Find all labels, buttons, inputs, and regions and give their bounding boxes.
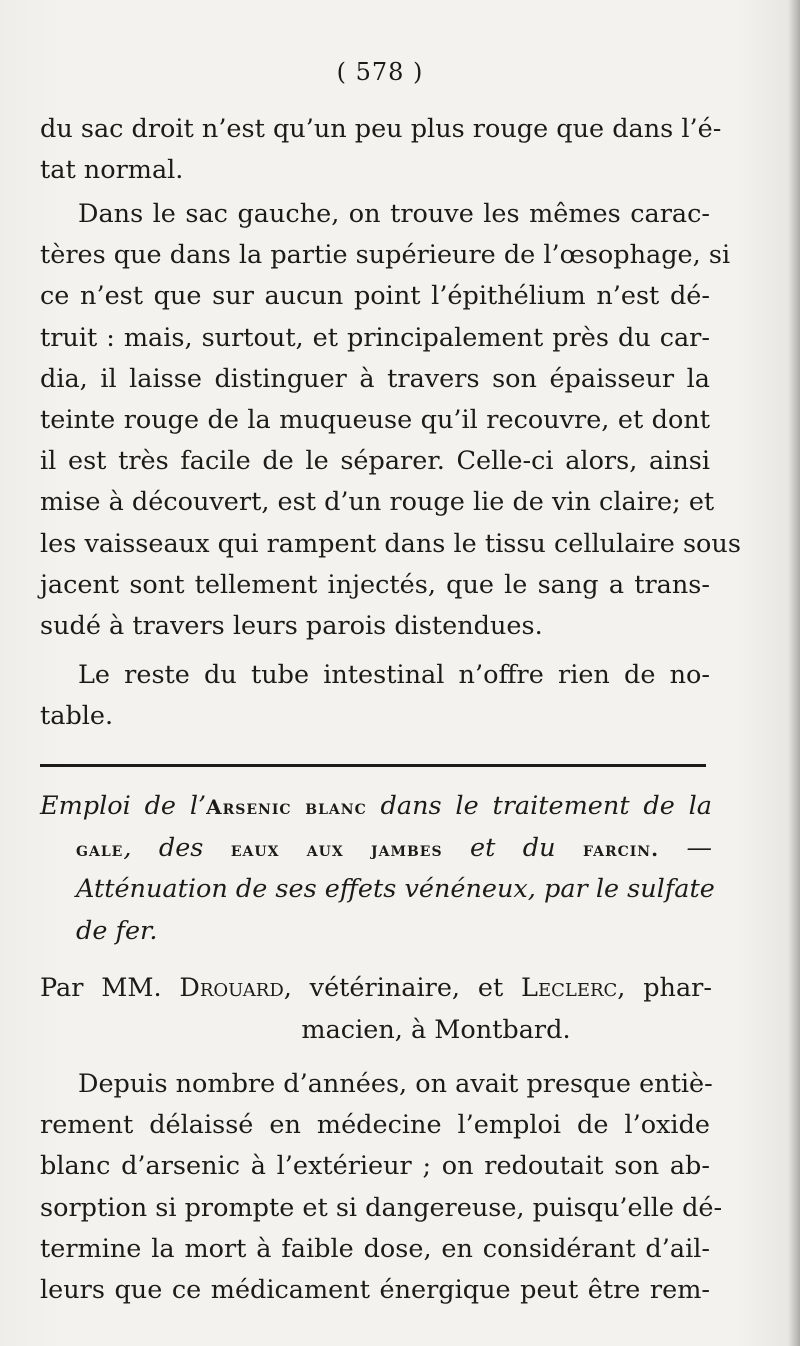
paragraph-1 [40,109,722,191]
text-line: rement délaissé en médecine l’emploi de l’oxide [40,1110,710,1141]
text-line: Dans le sac gauche, on trouve les mêmes carac- [78,199,710,229]
text-line: Le reste du tube intestinal n’offre rien de no- [78,660,710,690]
text-line: tat normal. [40,155,184,186]
text-line: sudé à travers leurs parois distendues. [40,610,543,641]
paragraph-2 [40,194,741,647]
heading-line: Atténuation de ses effets vénéneux, par le sulfate [76,874,715,904]
text-line: les vaisseaux qui rampent dans le tissu cellulaire sous [40,528,741,559]
text-line: table. [40,701,114,732]
text-line: mise à découvert, est d’un rouge lie de vin claire; et [40,487,715,518]
text-line: sorption si prompte et si dangereuse, puisqu’elle dé- [40,1192,723,1223]
paragraph-4 [40,1064,723,1311]
heading-line: Emploi de l’Arsenic blanc dans le traitement de la [40,791,712,821]
author-byline [40,968,712,1051]
text-line: truit : mais, surtout, et principalement près du car- [40,322,710,353]
article-heading [40,786,715,952]
byline-line: Par MM. Drouard, vétérinaire, et Leclerc, phar- [40,973,712,1003]
text-line: il est très facile de le séparer. Celle-ci alors, ainsi [40,446,710,477]
paragraph-3 [40,655,710,737]
page-number: ( 578 ) [336,58,424,86]
text-line: Depuis nombre d’années, on avait presque entiè- [78,1069,713,1099]
text-line: ce n’est que sur aucun point l’épithélium n’est dé- [40,281,710,312]
section-divider [40,764,706,767]
byline-line: macien, à Montbard. [301,1014,571,1045]
text-line: termine la mort à faible dose, en considérant d’ail- [40,1233,710,1264]
text-line: teinte rouge de la muqueuse qu’il recouvre, et dont [40,404,710,435]
text-line: tères que dans la partie supérieure de l’œsophage, si [40,240,731,271]
text-line: du sac droit n’est qu’un peu plus rouge que dans l’é- [40,114,722,144]
text-line: dia, il laisse distinguer à travers son épaisseur la [40,363,710,394]
author-name: Leclerc [521,973,618,1003]
page-edge-shadow [788,0,800,1346]
text-line: blanc d’arsenic à l’extérieur ; on redoutait son ab- [40,1151,710,1182]
heading-line: gale, des eaux aux jambes et du farcin. — [76,832,713,863]
text-line: jacent sont tellement injectés, que le sang a trans- [40,569,710,600]
heading-line: de fer. [76,915,158,946]
author-name: Drouard [179,973,284,1003]
text-line: leurs que ce médicament énergique peut être rem- [40,1274,710,1305]
